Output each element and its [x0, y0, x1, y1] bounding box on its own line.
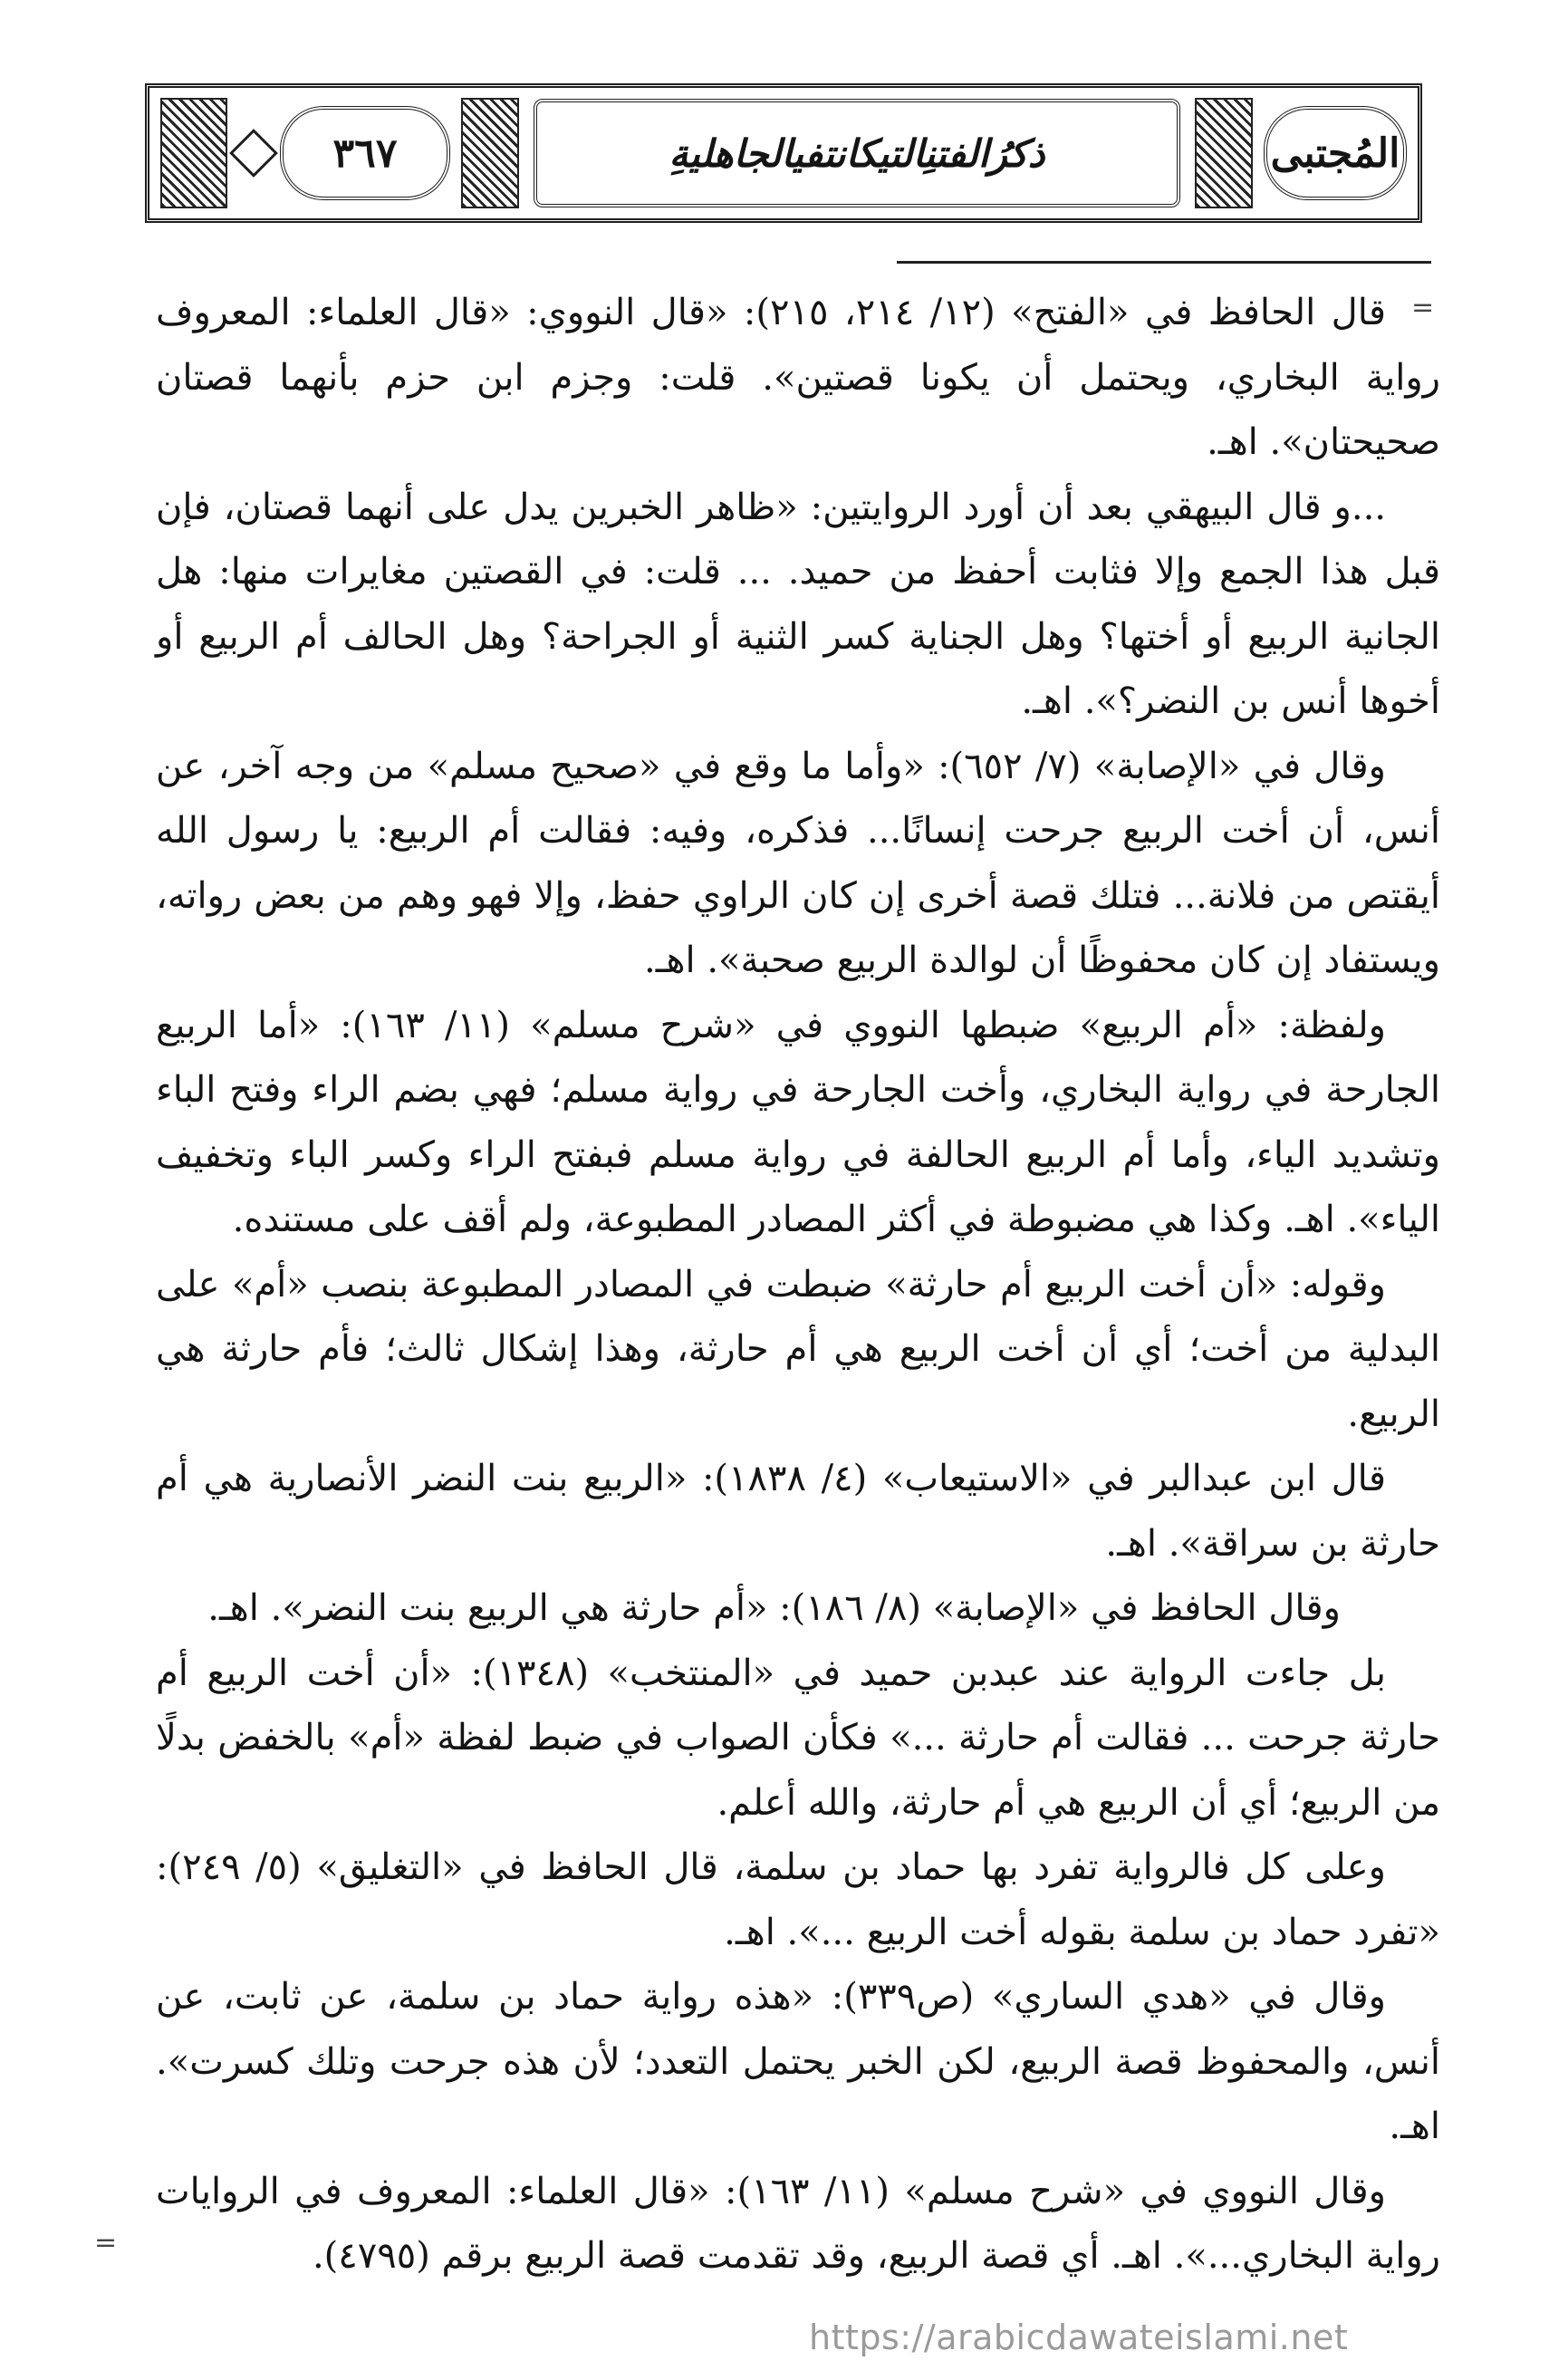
paragraph: قال ابن عبدالبر في «الاستيعاب» (٤/ ١٨٣٨): «الربيع بنت النضر الأنصارية هي أم حارثة بن سراقة». اهـ. [156, 1458, 1440, 1565]
paragraph: وقال النووي في «شرح مسلم» (١١/ ١٦٣): «قال العلماء: المعروف في الروايات رواية البخاري...». اهـ. أي قصة الربيع، وقد تقدمت قصة الربيع برقم (٤٧٩٥). [156, 2170, 1440, 2277]
paragraph: وقال الحافظ في «الإصابة» (٨/ ١٨٦): «أم حارثة هي الربيع بنت النضر». اهـ. [207, 1587, 1341, 1629]
watermark-url: https://arabicdawateislami.net [809, 2317, 1349, 2357]
paragraph: ولفظة: «أم الربيع» ضبطها النووي في «شرح مسلم» (١١/ ١٦٣): «أما الربيع الجارحة في رواية البخاري، وأخت الجارحة في رواية مسلم؛ فهي بضم الراء وفتح الباء وتشديد الياء، وأما أم الربيع الحالفة في رواية مسلم فبفتح الراء وكسر الباء وتخفيف الياء». اهـ. وكذا هي مضبوطة في أكثر المصادر المطبوعة، ولم أقف على مستنده. [156, 1004, 1440, 1240]
paragraph: قال الحافظ في «الفتح» (١٢/ ٢١٤، ٢١٥): «قال النووي: «قال العلماء: المعروف رواية البخاري، ويحتمل أن يكونا قصتين». قلت: وجزم ابن حزم بأنهما قصتان صحيحتان». اهـ. [156, 292, 1440, 463]
chapter-title: ذكرُالفتنِالتيكانتفيالجاهليةِ [534, 99, 1180, 207]
ornament-left [160, 98, 227, 208]
header-rule [897, 261, 1431, 264]
paragraph: وقال في «الإصابة» (٧/ ٦٥٢): «وأما ما وقع في «صحيح مسلم» من وجه آخر، عن أنس، أن أخت الربيع جرحت إنسانًا... فذكره، وفيه: فقالت أم الربيع: يا رسول الله أيقتص من فلانة... فتلك قصة أخرى إن كان الراوي حفظ، وإلا فهو وهم من بعض رواته، ويستفاد إن كان محفوظًا أن لوالدة الربيع صحبة». اهـ. [156, 745, 1440, 981]
page-number: ٣٦٧ [280, 106, 450, 200]
page-header [145, 83, 1422, 223]
paragraph: بل جاءت الرواية عند عبدبن حميد في «المنتخب» (١٣٤٨): «أن أخت الربيع أم حارثة جرحت ... فقالت أم حارثة ...» فكأن الصواب في ضبط لفظة «أم» بالخفض بدلًا من الربيع؛ أي أن الربيع هي أم حارثة، والله أعلم. [156, 1652, 1440, 1824]
book-title: المُجتبى [1264, 106, 1407, 200]
margin-mark-top: = [1411, 292, 1435, 323]
paragraph: وعلى كل فالرواية تفرد بها حماد بن سلمة، قال الحافظ في «التغليق» (٥/ ٢٤٩): «تفرد حماد بن سلمة بقوله أخت الربيع ...». اهـ. [156, 1846, 1440, 1953]
main-text [156, 281, 1440, 2289]
ornament-left-inner [461, 98, 519, 208]
paragraph: وقال في «هدي الساري» (ص٣٣٩): «هذه رواية حماد بن سلمة، عن ثابت، عن أنس، والمحفوظ قصة الربيع، لكن الخبر يحتمل التعدد؛ لأن هذه جرحت وتلك كسرت». اهـ. [156, 1976, 1440, 2147]
paragraph: وقوله: «أن أخت الربيع أم حارثة» ضبطت في المصادر المطبوعة بنصب «أم» على البدلية من أخت؛ أي أن أخت الربيع هي أم حارثة، وهذا إشكال ثالث؛ فأم حارثة هي الربيع. [156, 1263, 1440, 1435]
ornament-right-inner [1195, 98, 1253, 208]
margin-mark-bottom: = [94, 2227, 118, 2259]
paragraph: ...و قال البيهقي بعد أن أورد الروايتين: «ظاهر الخبرين يدل على أنهما قصتان، فإن قبل هذا الجمع وإلا فثابت أحفظ من حميد. ... قلت: في القصتين مغايرات منها: هل الجانية الربيع أو أختها؟ وهل الجناية كسر الثنية أو الجراحة؟ وهل الحالف أم الربيع أو أخوها أنس بن النضر؟». اهـ. [156, 486, 1440, 722]
ornament-diamond-left [229, 129, 278, 178]
